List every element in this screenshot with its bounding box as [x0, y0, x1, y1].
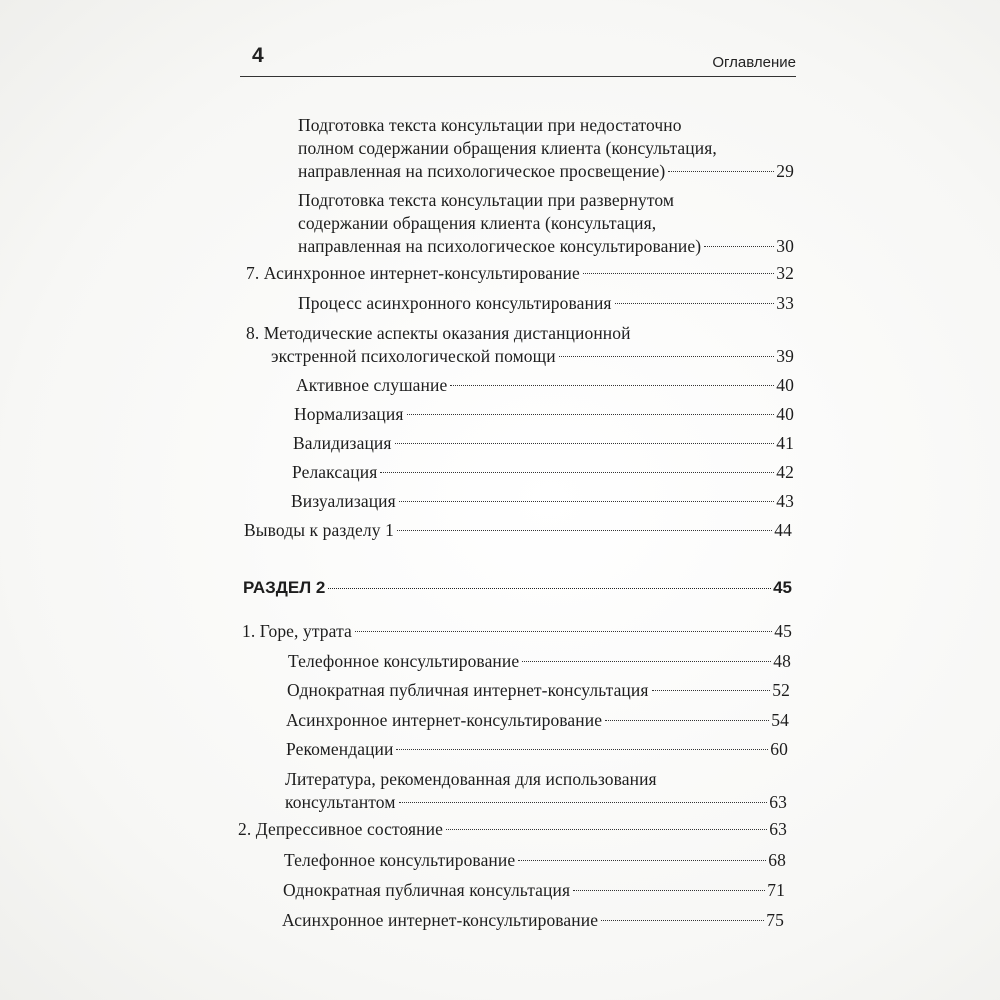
dot-leader	[559, 356, 775, 357]
toc-entry-text-prep-expanded[interactable]	[298, 189, 794, 258]
toc-section-2-heading[interactable]	[243, 578, 792, 598]
toc-page-number: 41	[776, 433, 794, 453]
toc-entry-title: Рекомендации	[286, 739, 394, 759]
dot-leader	[450, 385, 774, 386]
dot-leader	[328, 588, 771, 589]
dot-leader	[395, 443, 775, 444]
page-header	[240, 40, 796, 74]
toc-page-number: 30	[776, 236, 794, 256]
toc-entry-line: 8. Методические аспекты оказания дистанционной	[246, 323, 631, 343]
dot-leader	[583, 273, 774, 274]
dot-leader	[573, 890, 765, 891]
toc-entry-title: Телефонное консультирование	[288, 651, 520, 671]
toc-page-number: 52	[772, 680, 790, 700]
toc-entry-line: Литература, рекомендованная для использования	[285, 769, 657, 789]
toc-entry-title: Асинхронное интернет-консультирование	[286, 710, 603, 730]
toc-page-number: 63	[769, 819, 787, 839]
toc-entry-title: 2. Депрессивное состояние	[238, 819, 443, 839]
dot-leader	[399, 501, 775, 502]
toc-entry-public-consultation[interactable]	[283, 879, 785, 902]
toc-entry-async-internet-consulting[interactable]	[286, 709, 789, 732]
toc-entry-active-listening[interactable]	[296, 374, 794, 397]
toc-entry-validation[interactable]	[293, 432, 794, 455]
dot-leader	[446, 829, 767, 830]
toc-entry-title: экстренной психологической помощи	[271, 346, 556, 366]
dot-leader	[601, 920, 764, 921]
toc-entry-phone-consulting[interactable]	[288, 650, 791, 673]
toc-entry-recommendations[interactable]	[286, 738, 788, 761]
toc-entry-title: Выводы к разделу 1	[244, 520, 394, 540]
toc-entry-depressive-state[interactable]	[238, 818, 787, 841]
dot-leader	[522, 661, 771, 662]
toc-page-number: 71	[767, 880, 785, 900]
toc-entry-relaxation[interactable]	[292, 461, 794, 484]
toc-entry-async-internet[interactable]	[246, 262, 794, 285]
toc-page-number: 39	[776, 346, 794, 366]
toc-page-number: 43	[776, 491, 794, 511]
toc-entry-title: Однократная публичная консультация	[283, 880, 571, 900]
toc-page-number: 33	[776, 293, 794, 313]
toc-entry-methodical-aspects[interactable]	[246, 322, 794, 368]
toc-entry-visualization[interactable]	[291, 490, 794, 513]
toc-entry-line: Подготовка текста консультации при недостаточно	[298, 115, 682, 135]
dot-leader	[380, 472, 774, 473]
toc-entry-normalization[interactable]	[294, 403, 794, 426]
toc-entry-line: Подготовка текста консультации при развернутом	[298, 190, 675, 210]
toc-entry-title: Активное слушание	[296, 375, 448, 395]
toc-entry-title: консультантом	[285, 792, 396, 812]
dot-leader	[518, 860, 766, 861]
toc-page-number: 40	[776, 404, 794, 424]
dot-leader	[397, 530, 772, 531]
toc-page-number: 63	[769, 792, 787, 812]
dot-leader	[605, 720, 769, 721]
header-rule	[240, 76, 796, 77]
toc-page-number: 48	[773, 651, 791, 671]
toc-entry-title: направленная на психологическое консультирование)	[298, 236, 702, 256]
dot-leader	[615, 303, 775, 304]
dot-leader	[652, 690, 771, 691]
toc-entry-title: Процесс асинхронного консультирования	[298, 293, 612, 313]
toc-entry-title: 7. Асинхронное интернет-консультирование	[246, 263, 580, 283]
toc-entry-title: 1. Горе, утрата	[242, 621, 352, 641]
section-title: РАЗДЕЛ 2	[243, 578, 326, 597]
toc-entry-conclusions-section-1[interactable]	[244, 519, 792, 542]
dot-leader	[668, 171, 774, 172]
toc-entry-title: Телефонное консультирование	[284, 850, 516, 870]
toc-page-number: 45	[774, 621, 792, 641]
toc-entry-async-internet-consulting-2[interactable]	[282, 909, 784, 932]
toc-entry-text-prep-insufficient[interactable]	[298, 114, 794, 183]
toc-page-number: 42	[776, 462, 794, 482]
toc-page-number: 44	[774, 520, 792, 540]
toc-entry-async-process[interactable]	[298, 292, 794, 315]
toc-page-number: 60	[770, 739, 788, 759]
dot-leader	[704, 246, 774, 247]
dot-leader	[407, 414, 775, 415]
dot-leader	[399, 802, 768, 803]
toc-entry-public-internet-consultation[interactable]	[287, 679, 790, 702]
toc-entry-title: направленная на психологическое просвещение)	[298, 161, 666, 181]
toc-page-number: 54	[771, 710, 789, 730]
toc-entry-title: Валидизация	[293, 433, 392, 453]
toc-entry-title: Нормализация	[294, 404, 404, 424]
dot-leader	[355, 631, 772, 632]
toc-page-number: 68	[768, 850, 786, 870]
toc-page-number: 75	[766, 910, 784, 930]
toc-entry-title: Релаксация	[292, 462, 378, 482]
toc-entry-grief-loss[interactable]	[242, 620, 792, 643]
toc-page-number: 40	[776, 375, 794, 395]
toc-entry-literature[interactable]	[285, 768, 787, 814]
toc-entry-title: Однократная публичная интернет-консультация	[287, 680, 649, 700]
toc-entry-title: Визуализация	[291, 491, 396, 511]
toc-page-number: 29	[776, 161, 794, 181]
toc-page-number: 32	[776, 263, 794, 283]
toc-page-number: 45	[773, 578, 792, 597]
running-head: Оглавление	[712, 54, 796, 71]
toc-entry-phone-consulting-2[interactable]	[284, 849, 786, 872]
page-number: 4	[252, 44, 264, 67]
dot-leader	[396, 749, 768, 750]
toc-entry-line: содержании обращения клиента (консультация,	[298, 213, 657, 233]
toc-entry-title: Асинхронное интернет-консультирование	[282, 910, 599, 930]
toc-entry-line: полном содержании обращения клиента (консультация,	[298, 138, 717, 158]
